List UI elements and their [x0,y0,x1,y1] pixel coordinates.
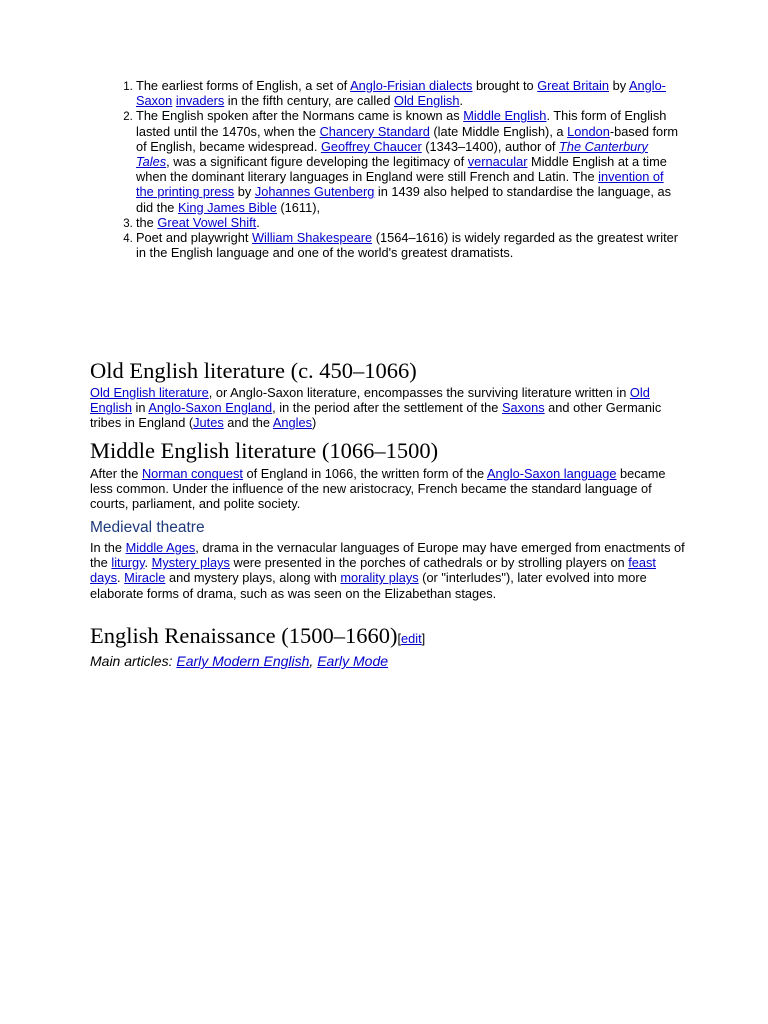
body-text: . [117,570,125,586]
link-liturgy[interactable]: liturgy [111,555,145,571]
link-anglo-saxon-england[interactable]: Anglo-Saxon England [148,400,273,416]
note-text: Poet and playwright [136,230,252,246]
note-text: . [256,214,260,230]
body-text: , in the period after the settlement of the [272,400,502,416]
link-norman-conquest[interactable]: Norman conquest [141,466,243,481]
note-text: Middle English at a time when the dominant literary languages in England were still French and Latin. The [136,154,667,185]
link-johannes-gutenberg[interactable]: Johannes Gutenberg [254,184,375,200]
link-middle-english[interactable]: Middle English [463,108,547,124]
link-invaders[interactable]: invaders [175,93,225,109]
note-text: The English spoken after the Normans came is known as [136,108,464,124]
link-mystery-plays[interactable]: Mystery plays [151,555,230,571]
body-text: , or Anglo-Saxon literature, encompasses the surviving literature written in [208,385,630,400]
paragraph-middle-english [90,466,690,512]
link-old-english-literature[interactable]: Old English literature [90,385,209,400]
section-english-renaissance [90,623,690,670]
link-feast-days[interactable]: feast days [90,555,656,586]
note-text: The earliest forms of English, a set of [136,78,351,93]
body-text: of England in 1066, the written form of the [242,466,487,481]
link-william-shakespeare[interactable]: William Shakespeare [251,230,373,246]
link-great-vowel-shift[interactable]: Great Vowel Shift [157,214,257,230]
footnotes-list [90,78,680,260]
link-miracle[interactable]: Miracle [124,570,166,586]
note-text: by [609,78,629,93]
note-text: , was a significant figure developing the legitimacy of [166,154,468,170]
note-text: in 1439 also helped to standardise the language, as did the [136,184,672,215]
link-morality-plays[interactable]: morality plays [340,570,419,586]
heading-middle-english-literature: Middle English literature (1066–1500) [90,438,439,463]
note-text: the [136,214,158,230]
link-anglo-frisian-dialects[interactable]: Anglo-Frisian dialects [350,78,473,93]
edit-link[interactable]: edit [401,631,422,646]
note-text: (1343–1400), author of [421,138,560,154]
hatnote-separator: , [309,653,318,669]
note-text: . This form of English lasted until the 1470s, when the [136,108,667,139]
edit-section [397,631,425,646]
body-text: were presented in the porches of cathedrals or by strolling players on [229,555,629,571]
link-old-english[interactable]: Old English [394,93,460,109]
section-middle-english [90,438,690,512]
heading-english-renaissance [90,623,690,652]
body-text: . [144,555,152,571]
section-old-english [90,358,690,431]
link-saxons[interactable]: Saxons [501,400,545,416]
link-jutes[interactable]: Jutes [193,415,224,431]
paragraph-old-english [90,385,690,431]
link-london[interactable]: London [567,123,610,139]
body-text: and other Germanic tribes in England ( [90,400,662,431]
link-early-modern-english[interactable]: Early Modern English [176,653,310,669]
footnote-2 [136,108,680,214]
body-text: , drama in the vernacular languages of Europe may have emerged from enactments of the [90,540,685,571]
edit-bracket-open: [ [397,631,402,646]
paragraph-medieval-theatre [90,540,690,601]
link-early-mode[interactable]: Early Mode [317,653,389,669]
note-text: -based form of English, became widespread. [136,123,679,154]
body-text: in [131,400,149,416]
link-middle-ages[interactable]: Middle Ages [125,540,196,555]
link-canterbury-tales[interactable]: The Canterbury Tales [136,138,648,170]
note-text: brought to [472,78,538,93]
link-chancery-standard[interactable]: Chancery Standard [319,123,430,139]
hatnote-prefix: Main articles: [90,653,177,669]
link-king-james-bible[interactable]: King James Bible [177,199,277,215]
footnote-3 [136,215,680,230]
body-text: (or "interludes"), later evolved into more elaborate forms of drama, such as was seen on the Elizabethan stages. [90,570,647,601]
note-text: (1564–1616) is widely regarded as the greatest writer in the English language and one of the world's greatest dramatists. [136,230,679,261]
body-text: After the [90,466,142,481]
link-angles[interactable]: Angles [272,415,312,431]
heading-text: English Renaissance (1500–1660) [90,623,398,648]
note-text: in the fifth century, are called [224,93,394,109]
edit-bracket-close: ] [421,631,426,646]
footnote-1 [136,78,680,108]
footnote-4 [136,230,680,260]
heading-old-english-literature: Old English literature (c. 450–1066) [90,358,417,383]
body-text: and the [223,415,273,431]
note-text: . [459,93,464,109]
note-text: (late Middle English), a [429,123,568,139]
link-old-english[interactable]: Old English [90,385,650,416]
link-vernacular[interactable]: vernacular [467,154,528,170]
note-text: (1611), [276,199,321,215]
body-text: became less common. Under the influence of the new aristocracy, French became the standard language of courts, parliament, and polite society. [90,466,666,512]
heading-medieval-theatre: Medieval theatre [90,519,205,536]
note-text: by [234,184,255,200]
section-medieval-theatre [90,518,690,601]
link-anglo-saxon[interactable]: Anglo-Saxon [136,78,666,109]
body-text: and mystery plays, along with [165,570,341,586]
link-printing-press[interactable]: invention of the printing press [136,169,664,200]
body-text: In the [90,540,126,555]
body-text: ) [312,415,317,431]
link-great-britain[interactable]: Great Britain [537,78,610,93]
link-anglo-saxon-language[interactable]: Anglo-Saxon language [486,466,617,481]
main-articles-hatnote [90,652,690,670]
link-geoffrey-chaucer[interactable]: Geoffrey Chaucer [320,138,422,154]
